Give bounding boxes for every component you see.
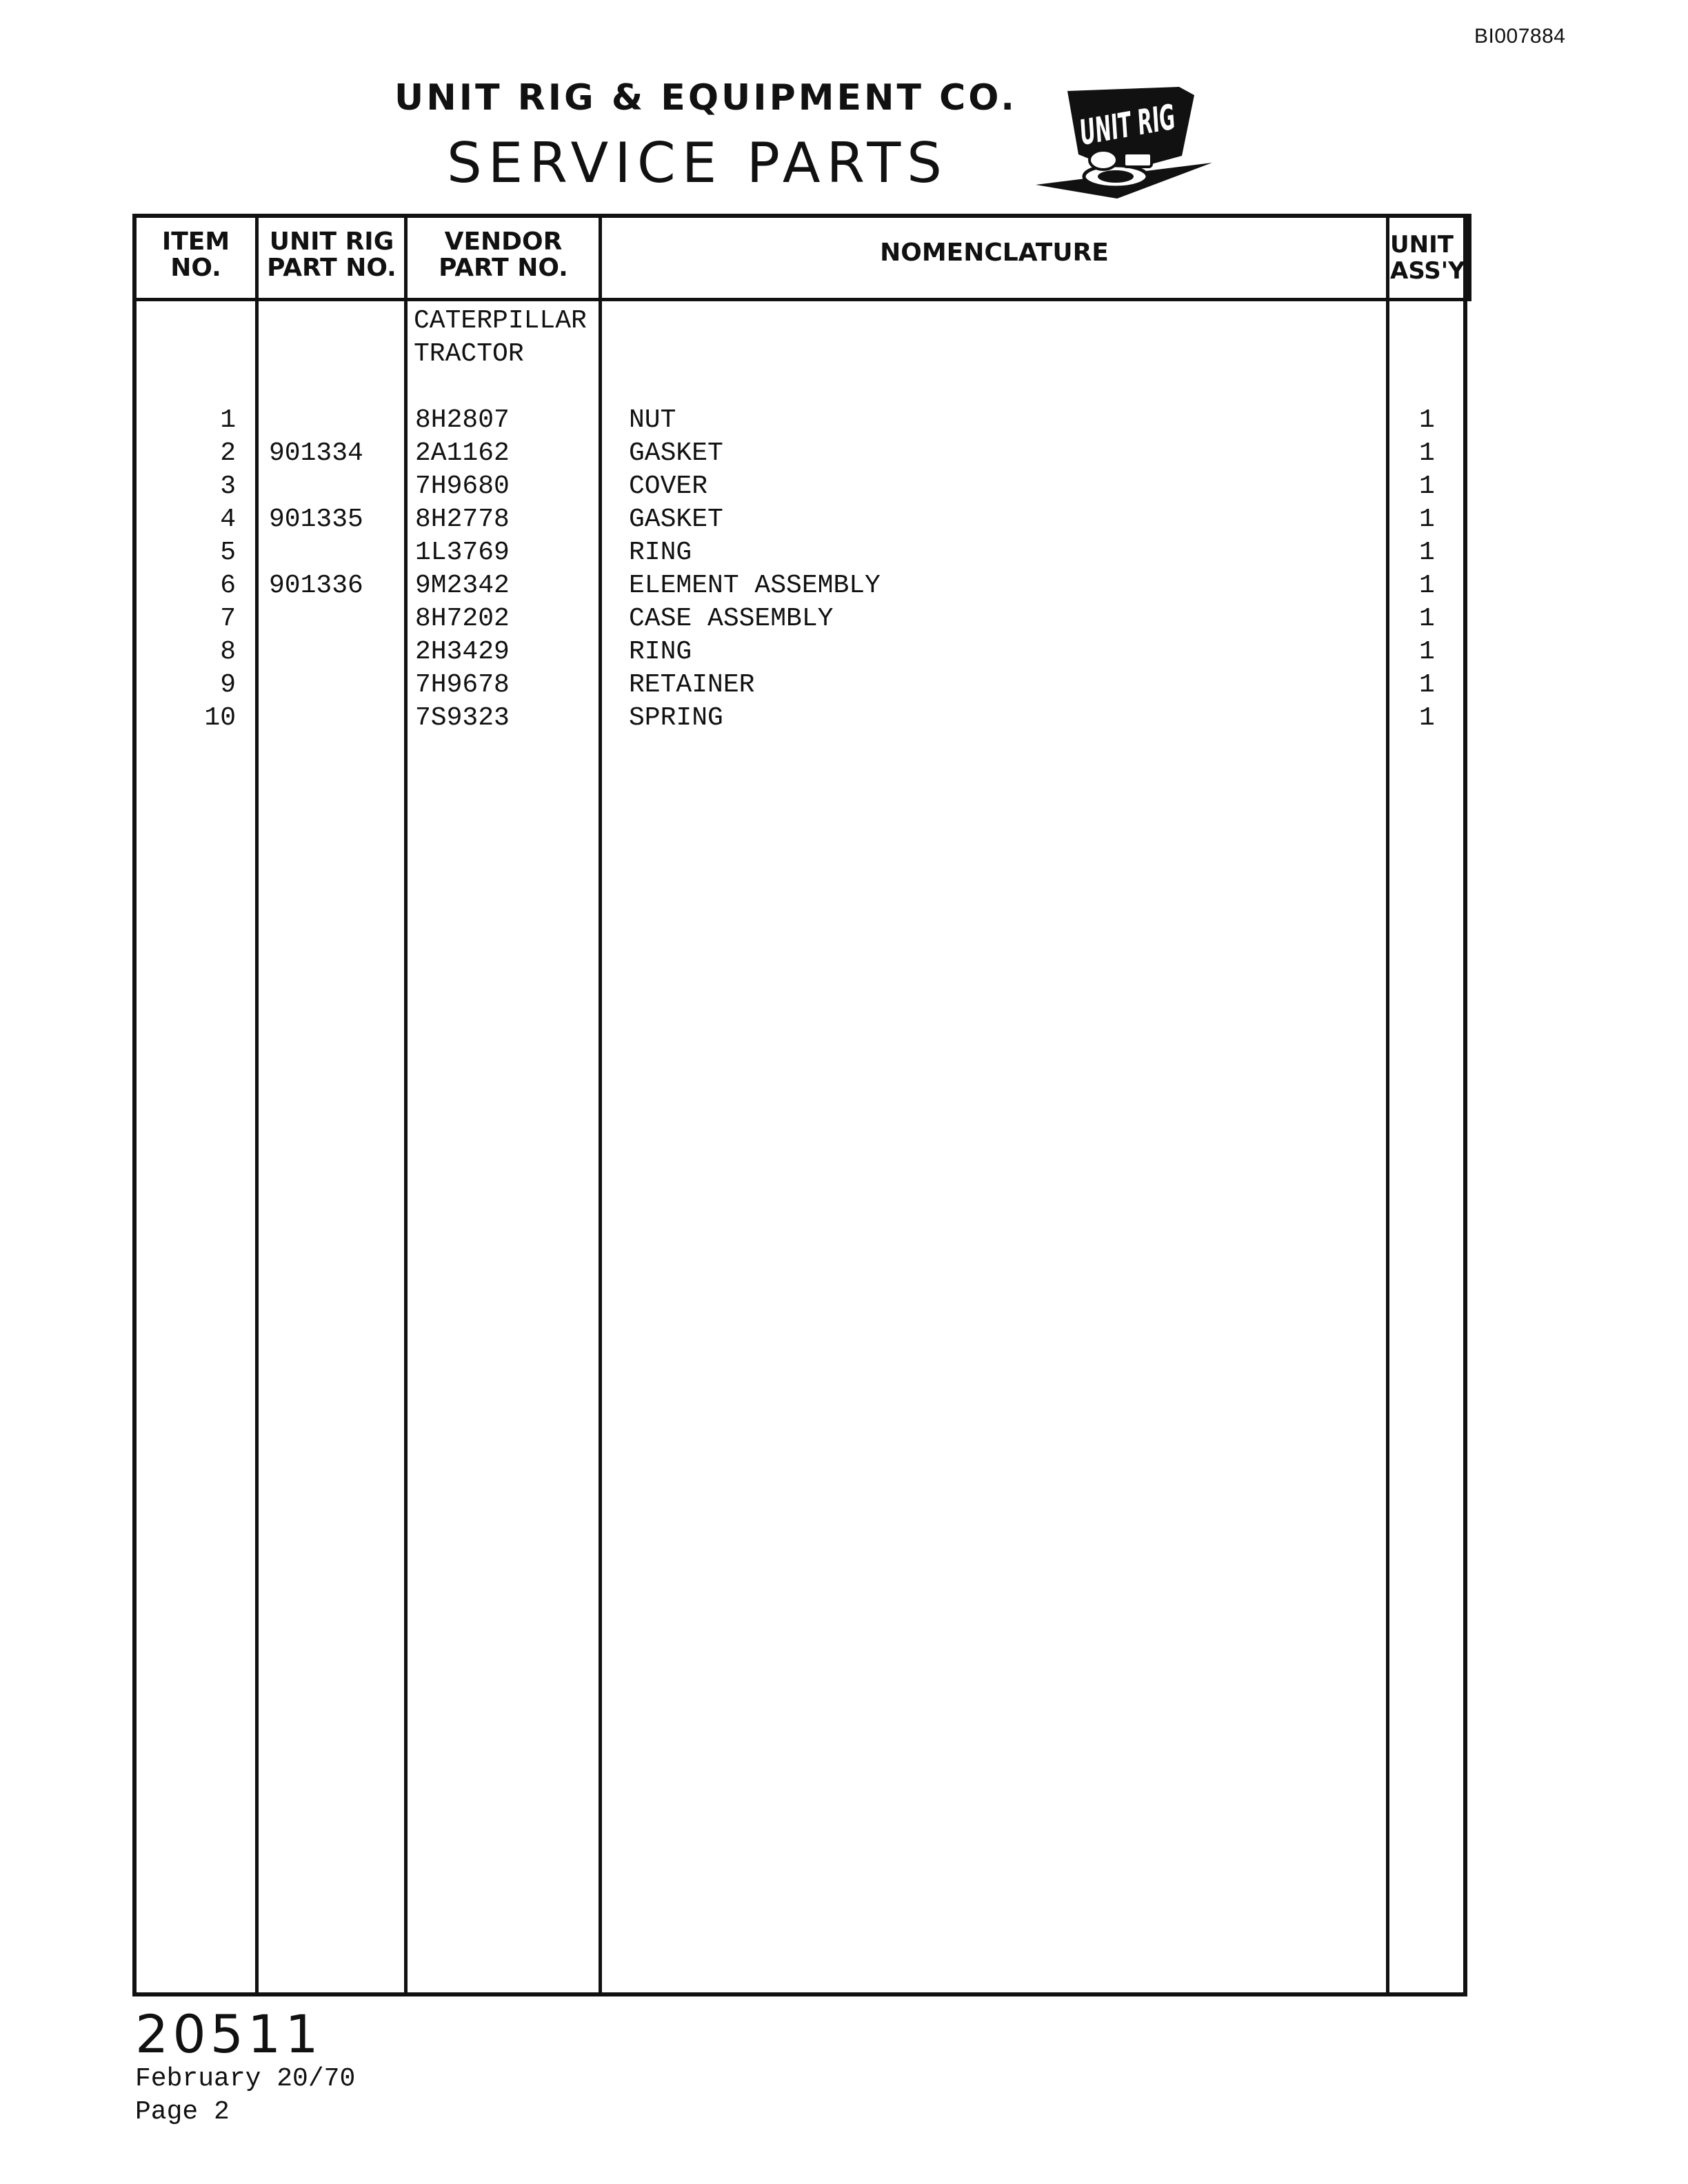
unit-qty: 1 (1419, 670, 1435, 700)
vendor-part-no: 8H2807 (415, 405, 510, 435)
unit-qty: 1 (1419, 604, 1435, 634)
form-number: 20511 (135, 2003, 323, 2065)
header-item-line-2: NO. (170, 254, 221, 282)
nomenclature: GASKET (629, 505, 723, 534)
nomenclature: SPRING (629, 703, 723, 733)
item-no: 6 (220, 571, 236, 600)
nomenclature: CASE ASSEMBLY (629, 604, 834, 634)
unit-qty: 1 (1419, 571, 1435, 600)
unit-qty: 1 (1419, 472, 1435, 501)
header-unit-line-2: ASS'Y (1390, 257, 1465, 285)
unit-rig-part-no: 901335 (269, 505, 363, 534)
item-no: 3 (220, 472, 236, 501)
vendor-part-no: 9M2342 (415, 571, 510, 600)
header-item-no (137, 229, 255, 281)
document-id: BI007884 (1474, 25, 1566, 48)
header-unit-rig-part-no (259, 229, 404, 281)
vendor-part-no: 7H9680 (415, 472, 510, 501)
header-unit-assy (1390, 232, 1469, 284)
unit-qty: 1 (1419, 505, 1435, 534)
vendor-part-no: 8H7202 (415, 604, 510, 634)
column-divider-1 (255, 214, 259, 1996)
company-name: UNIT RIG & EQUIPMENT CO. (394, 77, 1018, 119)
header-vendor-line-1: VENDOR (444, 228, 563, 256)
nomenclature: COVER (629, 472, 708, 501)
svg-text:UNIT RIG: UNIT RIG (1076, 83, 1254, 153)
vendor-part-no: 7H9678 (415, 670, 510, 700)
unit-qty: 1 (1419, 405, 1435, 435)
revision-date: February 20/70 (135, 2064, 356, 2094)
unit-qty: 1 (1419, 438, 1435, 468)
unit-qty: 1 (1419, 637, 1435, 667)
vendor-heading-line-1: CATERPILLAR (414, 306, 587, 336)
item-no: 2 (220, 438, 236, 468)
unit-rig-logo (1034, 83, 1254, 214)
nomenclature: RING (629, 538, 692, 567)
item-no: 9 (220, 670, 236, 700)
parts-table-frame (132, 214, 1467, 1996)
column-divider-2 (404, 214, 408, 1996)
item-no: 5 (220, 538, 236, 567)
nomenclature: NUT (629, 405, 676, 435)
header-vendor-part-no (408, 229, 599, 281)
vendor-part-no: 2H3429 (415, 637, 510, 667)
header-divider (132, 298, 1467, 301)
item-no: 7 (220, 604, 236, 634)
nomenclature: ELEMENT ASSEMBLY (629, 571, 881, 600)
item-no: 8 (220, 637, 236, 667)
header-item-line-1: ITEM (161, 228, 230, 256)
unit-rig-part-no: 901336 (269, 571, 363, 600)
header-vendor-line-2: PART NO. (439, 254, 568, 282)
vendor-part-no: 8H2778 (415, 505, 510, 534)
nomenclature: GASKET (629, 438, 723, 468)
item-no: 4 (220, 505, 236, 534)
vendor-part-no: 1L3769 (415, 538, 510, 567)
item-no: 10 (204, 703, 236, 733)
nomenclature: RETAINER (629, 670, 755, 700)
header-unit-line-1: UNIT (1390, 231, 1454, 259)
unit-qty: 1 (1419, 703, 1435, 733)
vendor-heading-line-2: TRACTOR (414, 339, 524, 369)
unit-qty: 1 (1419, 538, 1435, 567)
header-unit-rig-line-1: UNIT RIG (269, 228, 394, 256)
page-number: Page 2 (135, 2097, 230, 2127)
item-no: 1 (220, 405, 236, 435)
vendor-part-no: 2A1162 (415, 438, 510, 468)
header-nomenclature: NOMENCLATURE (880, 239, 1109, 267)
nomenclature: RING (629, 637, 692, 667)
page-title: SERVICE PARTS (447, 131, 948, 195)
vendor-part-no: 7S9323 (415, 703, 510, 733)
column-divider-3 (599, 214, 602, 1996)
unit-rig-part-no: 901334 (269, 438, 363, 468)
header-unit-rig-line-2: PART NO. (267, 254, 396, 282)
column-divider-4 (1386, 214, 1389, 1996)
